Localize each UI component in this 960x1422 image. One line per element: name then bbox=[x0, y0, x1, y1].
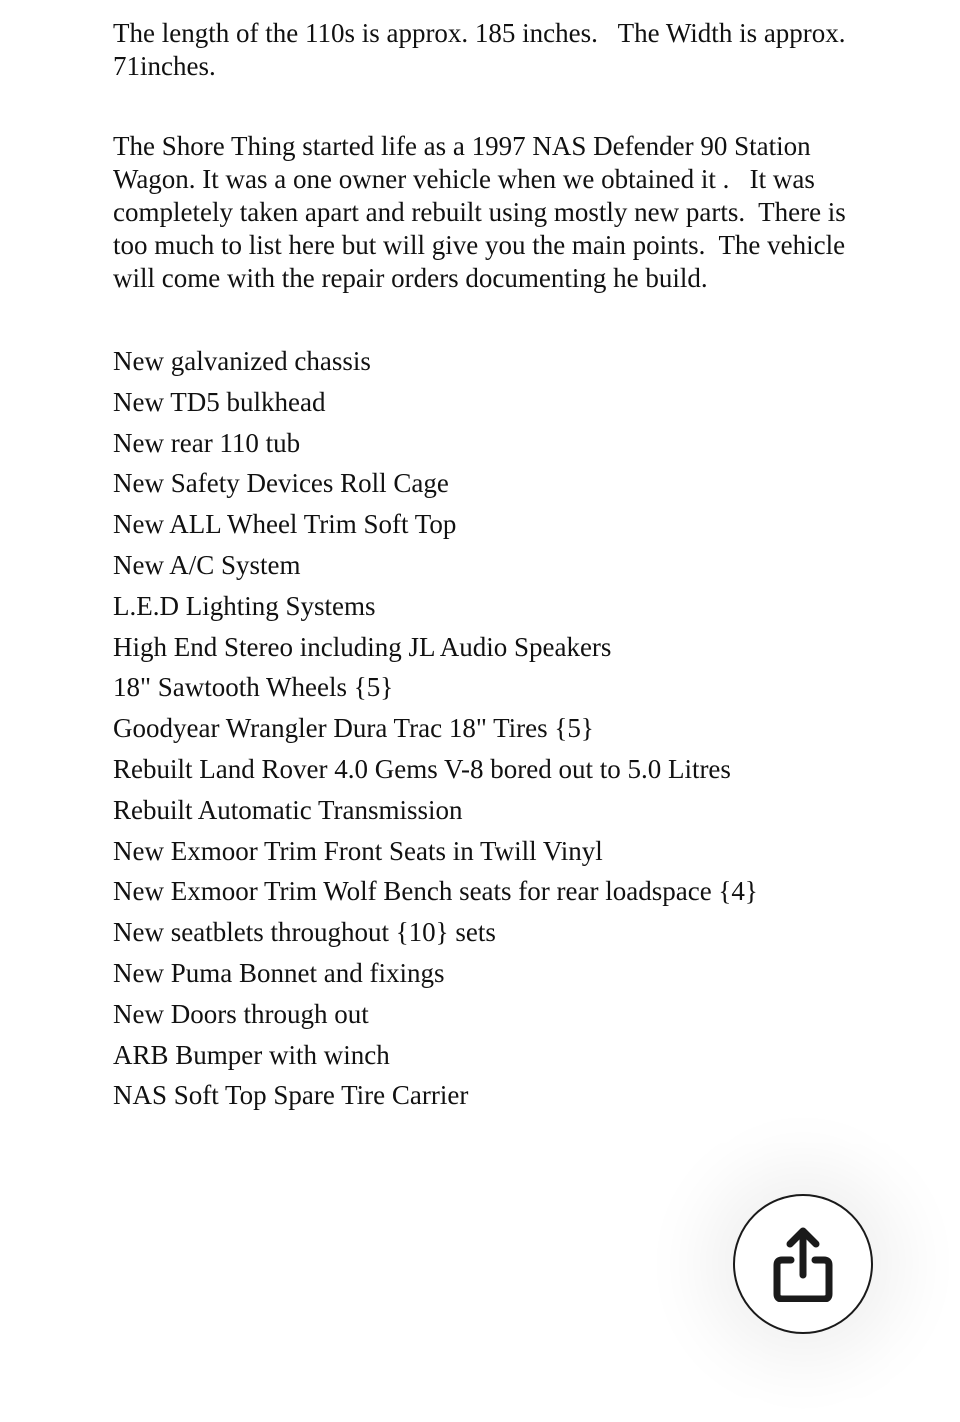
feature-item: New Puma Bonnet and fixings bbox=[113, 957, 445, 988]
feature-item: New rear 110 tub bbox=[113, 427, 301, 458]
share-icon bbox=[773, 1226, 833, 1302]
feature-list bbox=[113, 341, 873, 1116]
feature-item: Rebuilt Automatic Transmission bbox=[113, 794, 463, 825]
feature-item: New Safety Devices Roll Cage bbox=[113, 468, 449, 499]
feature-item: L.E.D Lighting Systems bbox=[113, 590, 376, 621]
feature-item: New Exmoor Trim Wolf Bench seats for rear loadspace {4} bbox=[113, 876, 758, 907]
feature-item: New galvanized chassis bbox=[113, 346, 371, 376]
feature-item: NAS Soft Top Spare Tire Carrier bbox=[113, 1080, 469, 1111]
feature-item: Goodyear Wrangler Dura Trac 18" Tires {5} bbox=[113, 713, 594, 744]
feature-item: New Doors through out bbox=[113, 998, 369, 1029]
feature-item: New seatblets throughout {10} sets bbox=[113, 917, 496, 948]
feature-item: 18" Sawtooth Wheels {5} bbox=[113, 672, 394, 703]
feature-item: High End Stereo including JL Audio Speakers bbox=[113, 631, 612, 662]
listing-description bbox=[113, 17, 873, 1116]
feature-item: New TD5 bulkhead bbox=[113, 386, 326, 417]
feature-item: New ALL Wheel Trim Soft Top bbox=[113, 509, 457, 540]
feature-item: Rebuilt Land Rover 4.0 Gems V-8 bored out to 5.0 Litres bbox=[113, 753, 731, 784]
feature-item: New Exmoor Trim Front Seats in Twill Vinyl bbox=[113, 835, 603, 866]
feature-item: ARB Bumper with winch bbox=[113, 1039, 390, 1070]
feature-item: New A/C System bbox=[113, 549, 301, 580]
dimensions-paragraph: The length of the 110s is approx. 185 inches. The Width is approx. 71inches. bbox=[113, 18, 853, 81]
history-paragraph: The Shore Thing started life as a 1997 NAS Defender 90 Station Wagon. It was a one owner vehicle when we obtained it . It was completely taken apart and rebuilt using mostly new parts. There is too much to list here but will give you the main points. The vehicle will come with the repair orders documenting he build. bbox=[113, 131, 853, 293]
share-button[interactable] bbox=[733, 1194, 873, 1334]
